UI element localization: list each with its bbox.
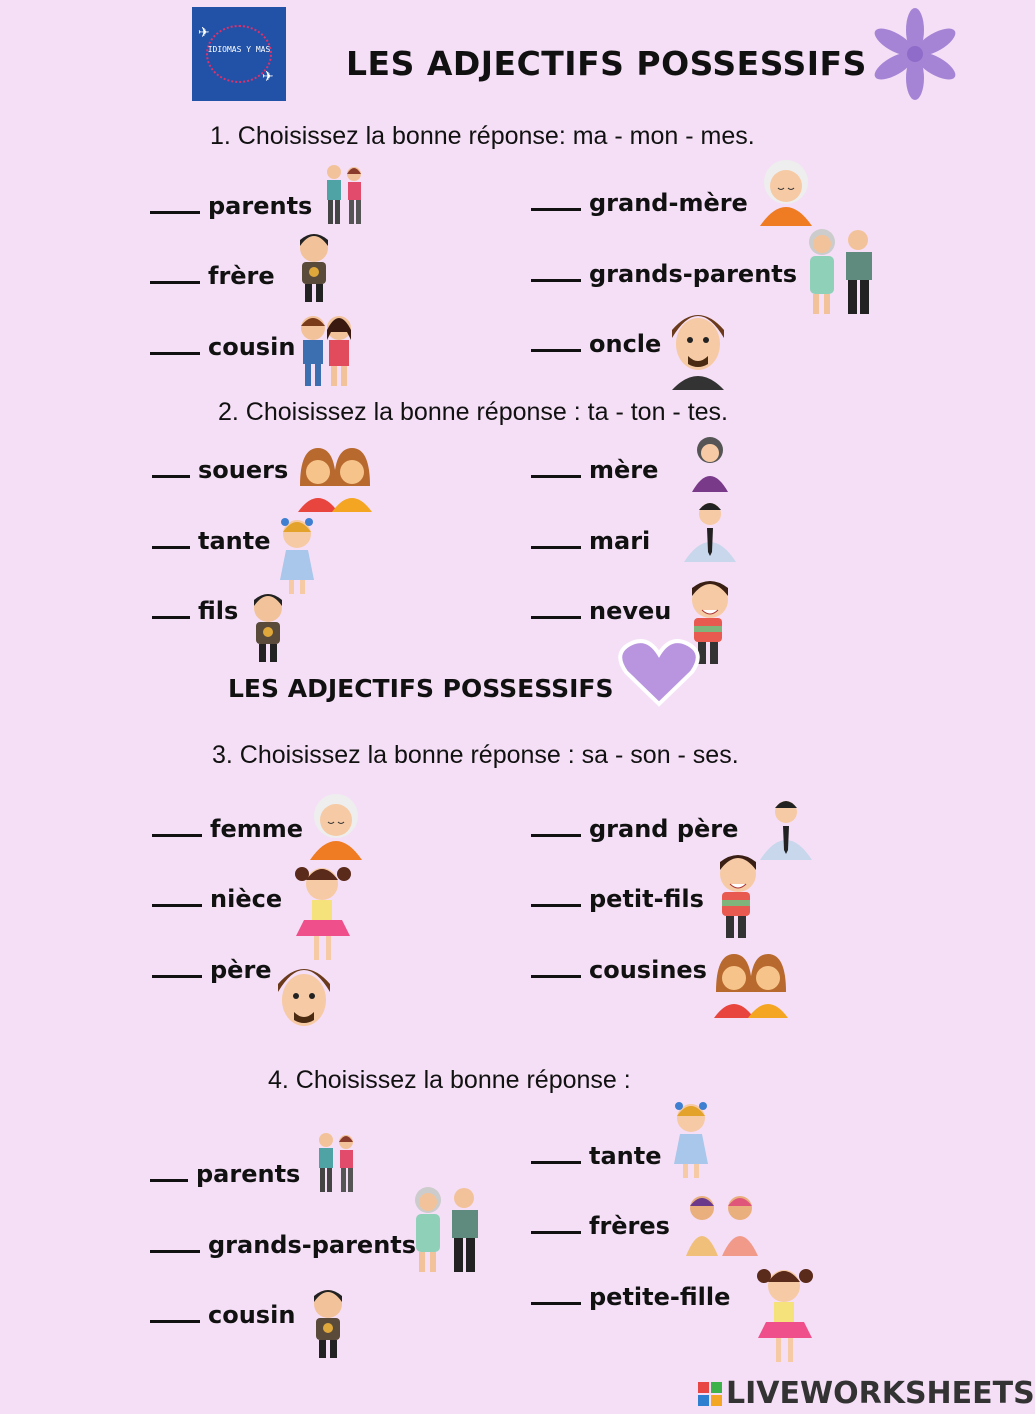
exercise-item[interactable] bbox=[150, 333, 295, 361]
brothers-illustration bbox=[684, 1192, 760, 1256]
answer-blank[interactable] bbox=[150, 209, 200, 214]
exercise-item[interactable] bbox=[152, 885, 282, 913]
exercise-item[interactable] bbox=[531, 1283, 730, 1311]
son-illustration bbox=[248, 592, 288, 670]
instruction-4: 4. Choisissez la bonne réponse : bbox=[268, 1066, 631, 1094]
instruction-1: 1. Choisissez la bonne réponse: ma - mon - mes. bbox=[210, 122, 755, 150]
girl-illustration bbox=[276, 516, 318, 596]
item-word: petit-fils bbox=[589, 885, 704, 913]
heart-icon bbox=[618, 638, 700, 708]
exercise-item[interactable] bbox=[152, 956, 272, 984]
answer-blank[interactable] bbox=[531, 832, 581, 837]
father-illustration bbox=[272, 962, 334, 1034]
answer-blank[interactable] bbox=[531, 1300, 581, 1305]
answer-blank[interactable] bbox=[150, 1177, 188, 1182]
answer-blank[interactable] bbox=[152, 473, 190, 478]
answer-blank[interactable] bbox=[150, 1318, 200, 1323]
wife-illustration bbox=[308, 792, 364, 860]
instruction-2: 2. Choisissez la bonne réponse : ta - ton - tes. bbox=[218, 398, 728, 426]
niece-illustration bbox=[290, 860, 356, 966]
parents-illustration bbox=[318, 162, 372, 226]
exercise-item[interactable] bbox=[531, 330, 661, 358]
item-word: parents bbox=[208, 192, 313, 220]
answer-blank[interactable] bbox=[150, 350, 200, 355]
item-word: cousin bbox=[208, 1301, 296, 1329]
brand-prefix: LIVE bbox=[726, 1376, 800, 1411]
item-word: tante bbox=[198, 527, 271, 555]
mother-illustration bbox=[690, 434, 730, 492]
airplane-icon: ✈ bbox=[198, 25, 210, 41]
grandparents-illustration bbox=[410, 1184, 484, 1276]
item-word: cousin bbox=[208, 333, 296, 361]
answer-blank[interactable] bbox=[531, 544, 581, 549]
cousins-illustration bbox=[296, 312, 358, 392]
item-word: souers bbox=[198, 456, 289, 484]
exercise-item[interactable] bbox=[531, 885, 704, 913]
answer-blank[interactable] bbox=[531, 206, 581, 211]
answer-blank[interactable] bbox=[152, 973, 202, 978]
boy-illustration bbox=[294, 232, 334, 310]
airplane-icon: ✈ bbox=[262, 69, 274, 85]
exercise-item[interactable] bbox=[531, 189, 748, 217]
logo-text: IDIOMAS Y MAS bbox=[207, 45, 271, 54]
grandmother-illustration bbox=[758, 158, 814, 226]
grandson-illustration bbox=[708, 852, 766, 942]
answer-blank[interactable] bbox=[150, 279, 200, 284]
exercise-item[interactable] bbox=[531, 956, 707, 984]
instruction-3: 3. Choisissez la bonne réponse : sa - son - ses. bbox=[212, 741, 739, 769]
answer-blank[interactable] bbox=[152, 544, 190, 549]
exercise-item[interactable] bbox=[531, 597, 671, 625]
exercise-item[interactable] bbox=[152, 597, 238, 625]
exercise-item[interactable] bbox=[152, 456, 288, 484]
grandfather-illustration bbox=[756, 798, 816, 860]
exercise-item[interactable] bbox=[531, 260, 797, 288]
logo bbox=[192, 7, 286, 101]
answer-blank[interactable] bbox=[531, 614, 581, 619]
item-word: grands-parents bbox=[589, 260, 798, 288]
item-word: neveu bbox=[589, 597, 672, 625]
exercise-item[interactable] bbox=[150, 1301, 295, 1329]
answer-blank[interactable] bbox=[531, 973, 581, 978]
item-word: mari bbox=[589, 527, 651, 555]
item-word: femme bbox=[210, 815, 304, 843]
parents-illustration bbox=[310, 1130, 364, 1194]
flower-icon bbox=[868, 6, 962, 102]
item-word: grands-parents bbox=[208, 1231, 417, 1259]
exercise-item[interactable] bbox=[531, 815, 738, 843]
item-word: fils bbox=[198, 597, 239, 625]
answer-blank[interactable] bbox=[531, 1159, 581, 1164]
uncle-illustration bbox=[668, 308, 728, 390]
cousin-illustration bbox=[308, 1288, 348, 1366]
answer-blank[interactable] bbox=[531, 347, 581, 352]
exercise-item[interactable] bbox=[531, 1212, 670, 1240]
item-word: mère bbox=[589, 456, 659, 484]
item-word: cousines bbox=[589, 956, 707, 984]
aunt-illustration bbox=[670, 1100, 712, 1180]
answer-blank[interactable] bbox=[152, 902, 202, 907]
page-title: LES ADJECTIFS POSSESSIFS bbox=[346, 44, 867, 83]
grandparents-illustration bbox=[804, 226, 878, 318]
item-word: grand père bbox=[589, 815, 739, 843]
item-word: oncle bbox=[589, 330, 662, 358]
answer-blank[interactable] bbox=[152, 832, 202, 837]
brand-suffix: WORKSHEETS bbox=[800, 1376, 1035, 1411]
exercise-item[interactable] bbox=[531, 527, 650, 555]
brand-badge-icon bbox=[698, 1382, 722, 1406]
item-word: tante bbox=[589, 1142, 662, 1170]
answer-blank[interactable] bbox=[152, 614, 190, 619]
exercise-item[interactable] bbox=[152, 815, 303, 843]
item-word: frère bbox=[208, 262, 275, 290]
section-subtitle: LES ADJECTIFS POSSESSIFS bbox=[228, 674, 614, 703]
answer-blank[interactable] bbox=[531, 277, 581, 282]
exercise-item[interactable] bbox=[150, 1160, 300, 1188]
item-word: nièce bbox=[210, 885, 283, 913]
liveworksheets-logo bbox=[698, 1376, 1035, 1411]
item-word: père bbox=[210, 956, 272, 984]
item-word: frères bbox=[589, 1212, 670, 1240]
answer-blank[interactable] bbox=[531, 473, 581, 478]
exercise-item[interactable] bbox=[152, 527, 271, 555]
answer-blank[interactable] bbox=[531, 902, 581, 907]
answer-blank[interactable] bbox=[531, 1229, 581, 1234]
granddaughter-illustration bbox=[752, 1262, 818, 1368]
husband-illustration bbox=[680, 500, 740, 562]
sisters-illustration bbox=[296, 446, 374, 512]
item-word: petite-fille bbox=[589, 1283, 731, 1311]
exercise-item[interactable] bbox=[531, 1142, 662, 1170]
exercise-item[interactable] bbox=[150, 1231, 416, 1259]
item-word: grand-mère bbox=[589, 189, 748, 217]
exercise-item[interactable] bbox=[150, 262, 275, 290]
exercise-item[interactable] bbox=[531, 456, 658, 484]
cousines-illustration bbox=[712, 952, 790, 1018]
item-word: parents bbox=[196, 1160, 301, 1188]
answer-blank[interactable] bbox=[150, 1248, 200, 1253]
exercise-item[interactable] bbox=[150, 192, 312, 220]
